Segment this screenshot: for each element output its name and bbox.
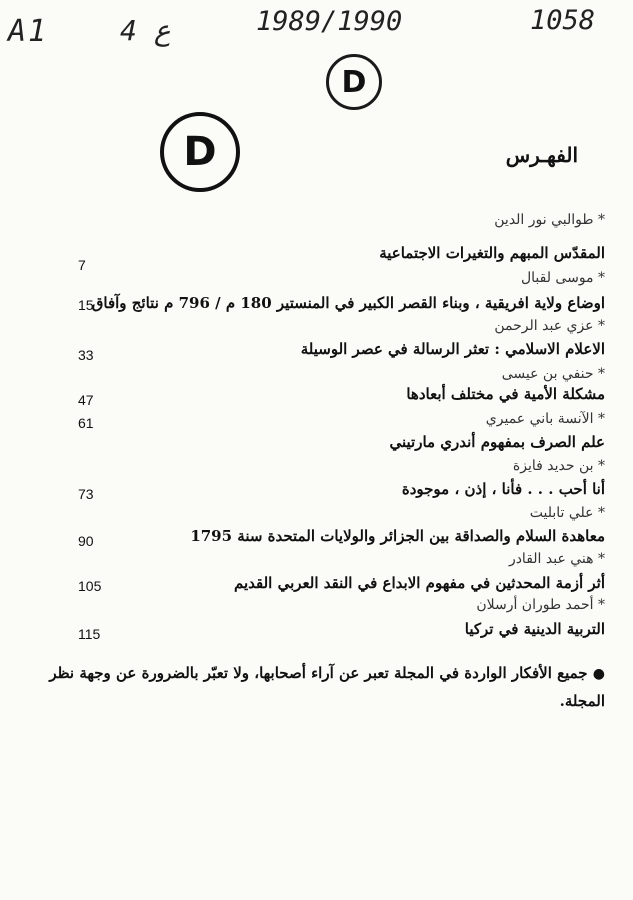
entry-page-number: 15 [78,297,94,313]
bullet-icon: ● [592,666,605,682]
entry-author: * الآنسة باني عميري [485,411,605,427]
entry-author: * هني عبد القادر [508,551,605,567]
entry-page-number: 90 [78,533,94,549]
stamp-letter: D [341,64,367,100]
handwritten-issue-code: 4 ع [120,14,171,47]
entry-author: * موسى لقبال [520,270,605,286]
entry-page-number: 33 [78,347,94,363]
toc-title: الفهـرس [505,143,578,167]
disclaimer [25,660,605,715]
entry-title: المقدّس المبهم والتغيرات الاجتماعية [379,244,605,262]
entry-title: أثر أزمة المحدثين في مفهوم الابداع في النقد العربي القديم [233,574,605,592]
entry-title: الاعلام الاسلامي : تعثر الرسالة في عصر الوسيلة [300,340,605,358]
entry-author: * حنفي بن عيسى [501,366,605,382]
entry-page-number: 61 [78,415,94,431]
stamp-letter: D [183,129,217,175]
entry-title: التربية الدينية في تركيا [464,620,605,638]
library-stamp-large [160,112,240,192]
handwritten-number: 1058 [530,5,596,36]
entry-page-number: 7 [78,257,86,273]
entry-page-number: 47 [78,392,94,408]
entry-author: * أحمد طوران أرسلان [476,597,605,613]
handwritten-years: 1989/1990 [256,6,403,37]
entry-title: علم الصرف بمفهوم أندري مارتيني [389,433,605,451]
disclaimer-text: جميع الأفكار الواردة في المجلة تعبر عن آراء أصحابها، ولا تعبّر بالضرورة عن وجهة نظر المجلة. [49,664,605,710]
entry-title: معاهدة السلام والصداقة بين الجزائر والولايات المتحدة سنة 1795 [190,527,605,545]
handwritten-label: A1 [8,14,49,49]
entry-title: أنا أحب . . . فأنا ، إذن ، موجودة [401,480,605,498]
entry-author: * بن حديد فايزة [512,458,605,474]
entry-author: * علي تابليت [529,505,605,521]
entry-page-number: 73 [78,486,94,502]
entry-author: * عزي عبد الرحمن [494,318,605,334]
entry-author: * طوالبي نور الدين [494,212,605,228]
entry-title: مشكلة الأمية في مختلف أبعادها [406,385,605,403]
entry-page-number: 115 [78,626,101,642]
entry-title: اوضاع ولاية افريقية ، وبناء القصر الكبير في المنستير 180 م / 796 م نتائج وآفاق [91,294,605,312]
library-stamp-small [326,54,382,110]
entry-page-number: 105 [78,578,102,594]
